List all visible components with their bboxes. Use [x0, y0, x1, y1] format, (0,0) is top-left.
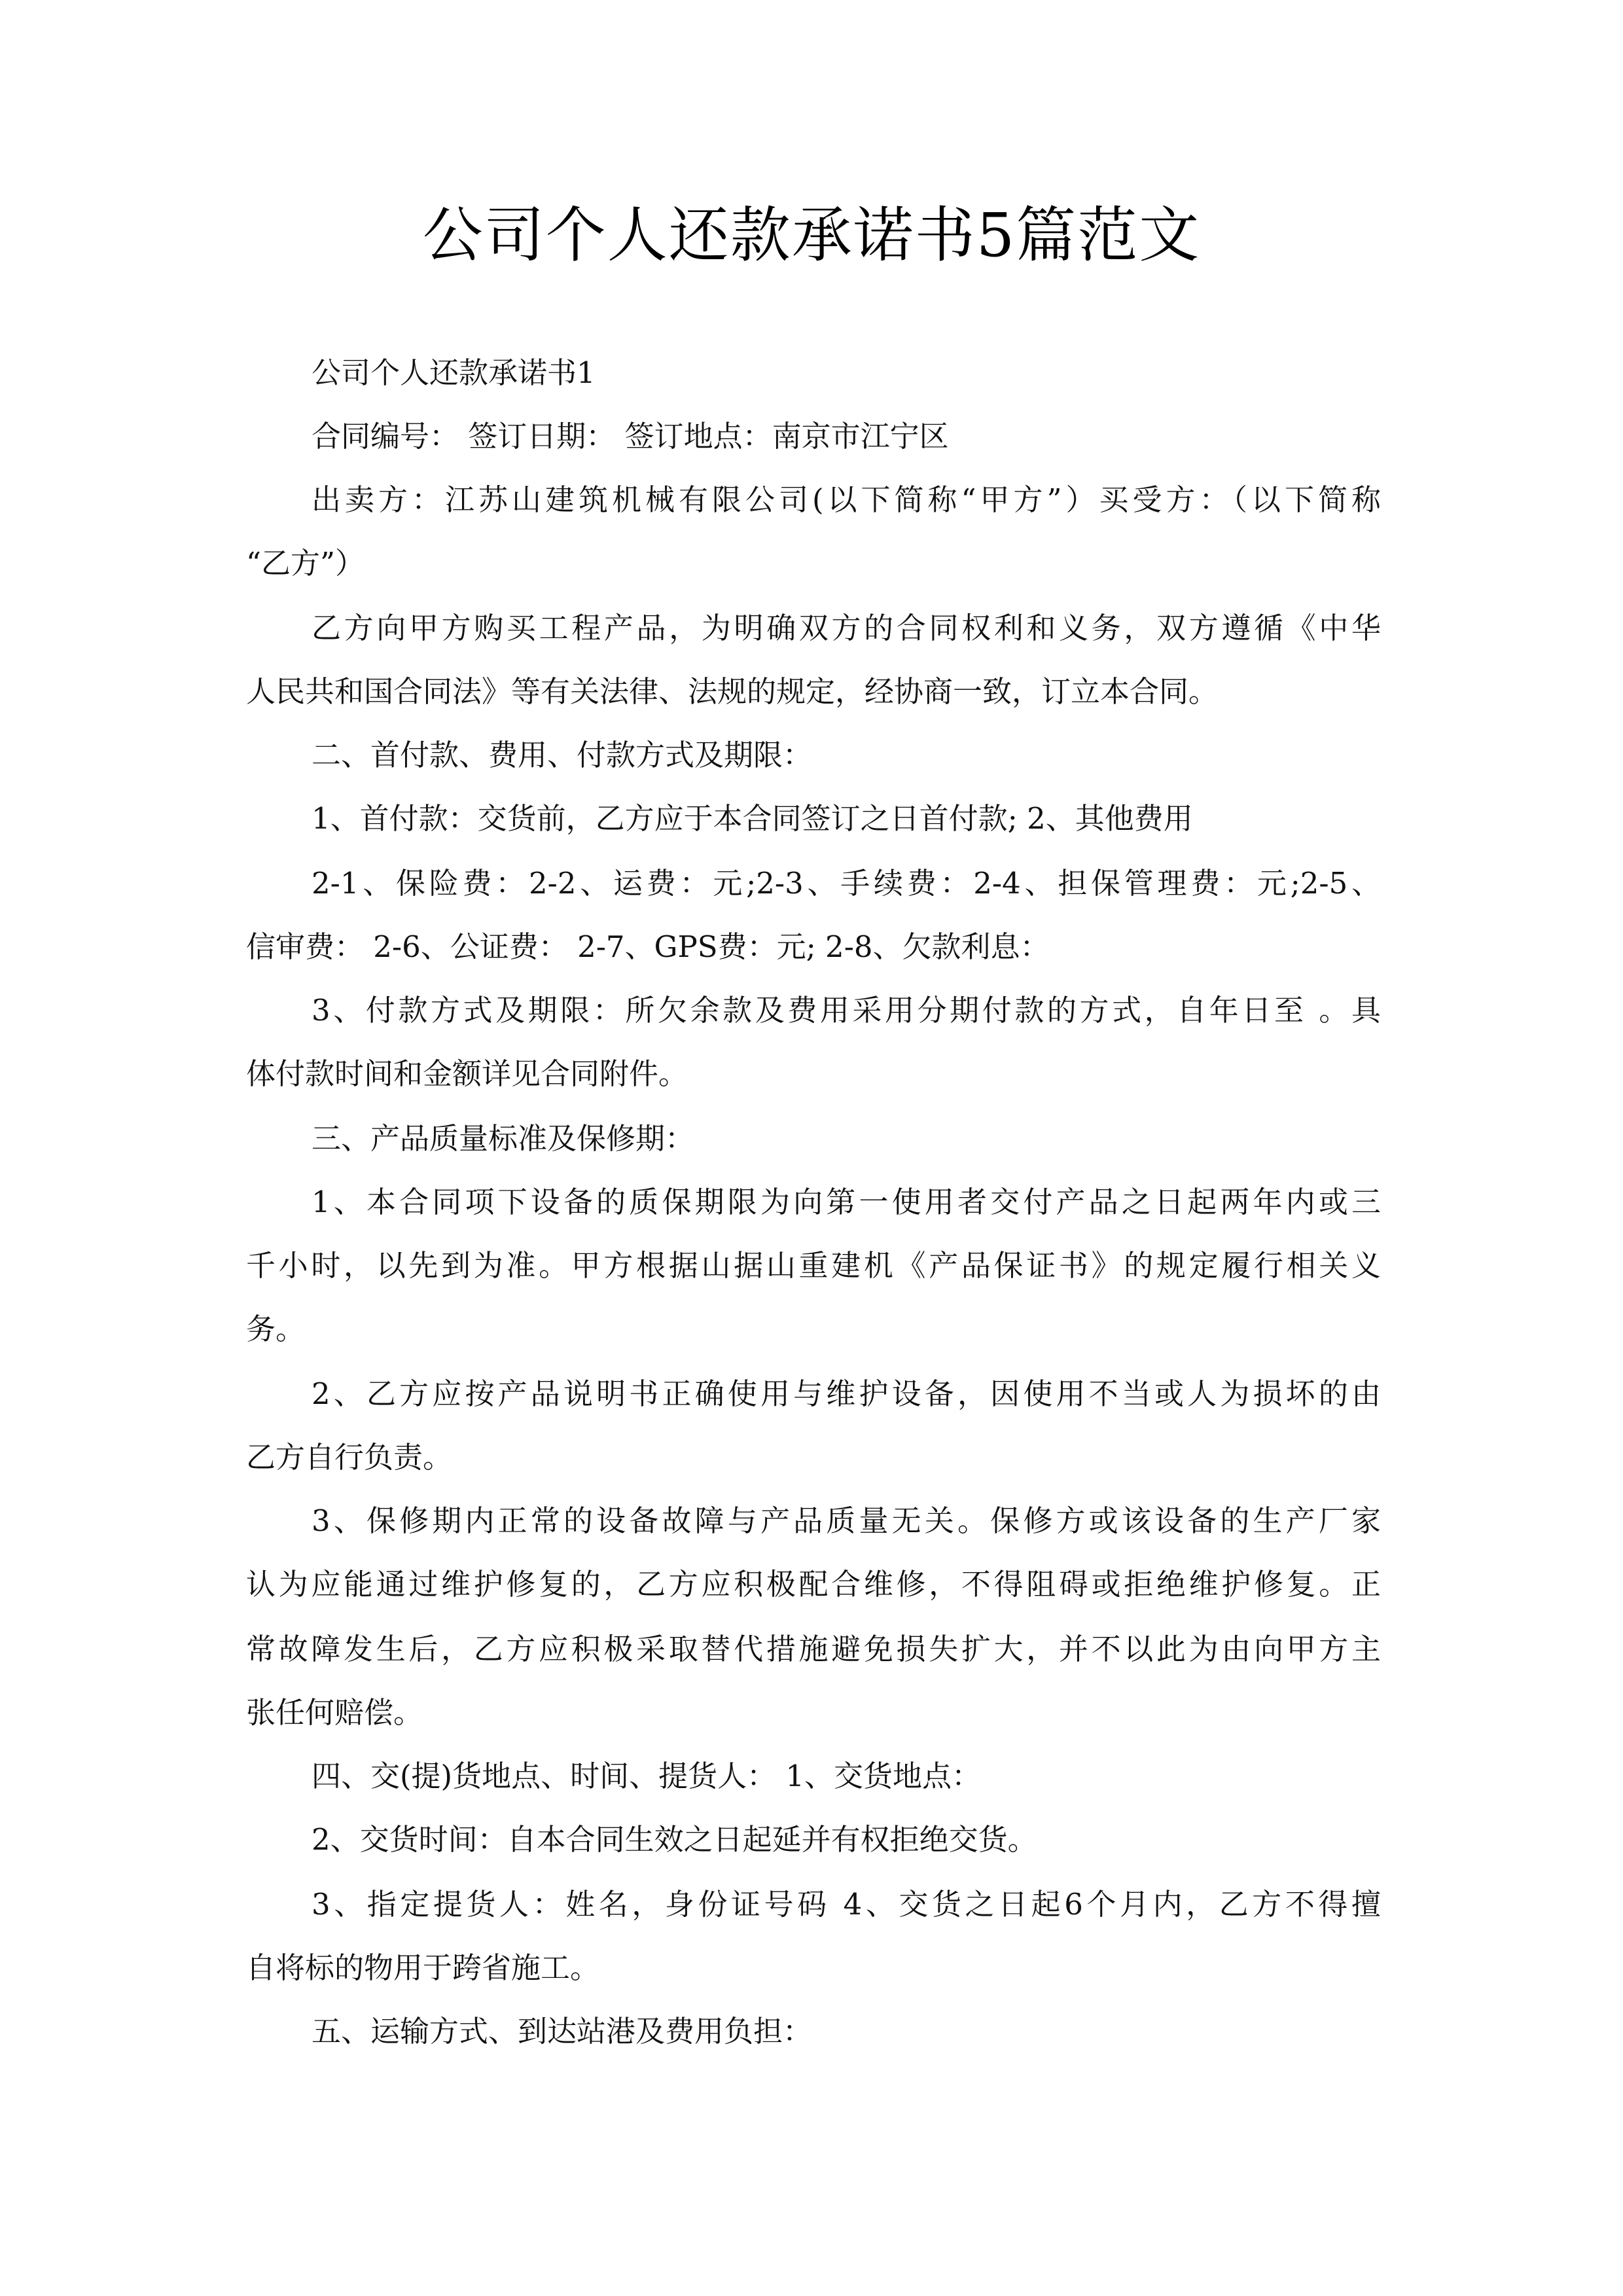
paragraph-line: 务。: [246, 1312, 306, 1346]
section-heading: 四、交(提)货地点、时间、提货人： 1、交货地点：: [312, 1759, 982, 1793]
paragraph-line: 出卖方：江苏山建筑机械有限公司(以下简称“甲方”）买受方：（以下简称: [312, 482, 1381, 517]
paragraph-line: “乙方”）: [246, 546, 365, 581]
section-heading: 公司个人还款承诺书1: [312, 355, 596, 390]
section-heading: 二、首付款、费用、付款方式及期限：: [312, 738, 813, 772]
paragraph-line: 乙方向甲方购买工程产品，为明确双方的合同权利和义务，双方遵循《中华: [312, 611, 1381, 645]
paragraph-line: 2、交货时间：自本合同生效之日起延并有权拒绝交货。: [312, 1822, 1037, 1857]
paragraph-line: 1、本合同项下设备的质保期限为向第一使用者交付产品之日起两年内或三: [312, 1185, 1381, 1219]
paragraph-line: 人民共和国合同法》等有关法律、法规的规定，经协商一致，订立本合同。: [246, 674, 1219, 709]
paragraph-line: 认为应能通过维护修复的，乙方应积极配合维修，不得阻碍或拒绝维护修复。正: [246, 1567, 1381, 1602]
paragraph-line: 体付款时间和金额详见合同附件。: [246, 1056, 688, 1091]
document-title: 公司个人还款承诺书5篇范文: [422, 200, 1201, 270]
paragraph-line: 3、保修期内正常的设备故障与产品质量无关。保修方或该设备的生产厂家: [312, 1503, 1381, 1538]
paragraph-line: 1、首付款：交货前，乙方应于本合同签订之日首付款; 2、其他费用: [312, 801, 1193, 836]
section-heading: 三、产品质量标准及保修期：: [312, 1121, 695, 1156]
paragraph-line: 2、乙方应按产品说明书正确使用与维护设备，因使用不当或人为损坏的由: [312, 1376, 1381, 1411]
paragraph-line: 2-1、保险费：2-2、运费：元;2-3、手续费：2-4、担保管理费：元;2-5、: [312, 866, 1381, 901]
paragraph-line: 信审费： 2-6、公证费： 2-7、GPS费：元; 2-8、欠款利息：: [246, 929, 1050, 964]
section-heading: 五、运输方式、到达站港及费用负担：: [312, 2014, 813, 2049]
contract-meta: 合同编号： 签订日期： 签订地点：南京市江宁区: [312, 419, 949, 454]
paragraph-line: 自将标的物用于跨省施工。: [246, 1950, 600, 1985]
paragraph-line: 千小时，以先到为准。甲方根据山据山重建机《产品保证书》的规定履行相关义: [246, 1248, 1381, 1283]
paragraph-line: 张任何赔偿。: [246, 1695, 423, 1730]
paragraph-line: 3、指定提货人：姓名，身份证号码 4、交货之日起6个月内，乙方不得擅: [312, 1887, 1381, 1922]
paragraph-line: 3、付款方式及期限：所欠余款及费用采用分期付款的方式，自年日至 。具: [312, 993, 1381, 1028]
paragraph-line: 乙方自行负责。: [246, 1440, 453, 1475]
paragraph-line: 常故障发生后，乙方应积极采取替代措施避免损失扩大，并不以此为由向甲方主: [246, 1632, 1381, 1666]
